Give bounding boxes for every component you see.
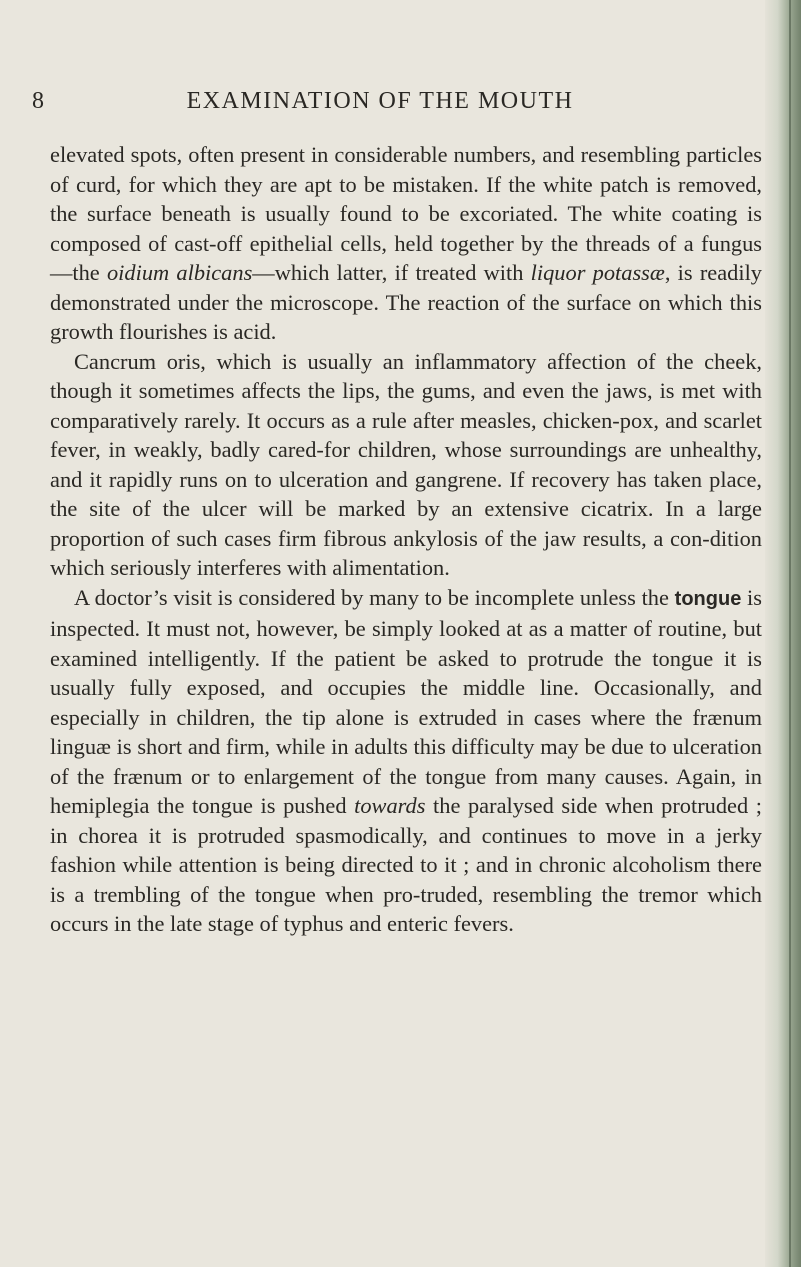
paragraph-2 xyxy=(50,347,762,583)
page-header xyxy=(0,88,760,122)
page-edge-line xyxy=(789,0,791,1267)
page-edge-shadow xyxy=(765,0,801,1267)
running-title: EXAMINATION OF THE MOUTH xyxy=(186,88,574,114)
text-segment: —which latter, if treated with xyxy=(252,260,531,285)
paragraph-1 xyxy=(50,140,762,347)
paragraph-3 xyxy=(50,583,762,939)
italic-term: oidium albicans xyxy=(106,260,253,285)
italic-term: liquor potassæ xyxy=(530,260,665,285)
text-segment: , is readily demonstrated under the microscope. The reaction of the surface on which this growth flourishes is acid. xyxy=(50,260,762,344)
body-text xyxy=(50,140,762,939)
italic-term: towards xyxy=(354,793,426,818)
text-segment: the paralysed side when protruded ; in chorea it is protruded spasmodically, and continues to move in a jerky fashion while attention is being directed to it ; and in chronic alcoholism there is a trembling of the tongue when pro-truded, resembling the tremor which occurs in the late stage of typhus and enteric fevers. xyxy=(50,793,762,936)
text-segment: elevated spots, often present in considerable numbers, and resembling particles of curd, for which they are apt to be mistaken. If the white patch is removed, the surface beneath is usually found to be excoriated. The white coating is composed of cast-off epithelial cells, held together by the threads of a fungus—the xyxy=(50,142,762,285)
text-segment: Cancrum oris, which is usually an inflammatory affection of the cheek, though it sometimes affects the lips, the gums, and even the jaws, is met with comparatively rarely. It occurs as a rule after measles, chicken-pox, and scarlet fever, in weakly, badly cared-for children, whose surroundings are unhealthy, and it rapidly runs on to ulceration and gangrene. If recovery has taken place, the site of the ulcer will be marked by an extensive cicatrix. In a large proportion of such cases firm fibrous ankylosis of the jaw results, a con-dition which seriously interferes with alimentation. xyxy=(50,348,762,580)
text-segment: is inspected. It must not, however, be simply looked at as a matter of routine, but examined intelligently. If the patient be asked to protrude the tongue it is usually fully exposed, and occupies the middle line. Occasionally, and especially in children, the tip alone is extruded in cases where the frænum linguæ is short and firm, while in adults this difficulty may be due to ulceration of the frænum or to enlargement of the tongue from many causes. Again, in hemiplegia the tongue is pushed xyxy=(50,584,762,818)
text-segment: A doctor’s visit is considered by many to be incomplete unless the xyxy=(74,584,675,610)
bold-term: tongue xyxy=(674,587,742,610)
page-number: 8 xyxy=(32,88,45,114)
